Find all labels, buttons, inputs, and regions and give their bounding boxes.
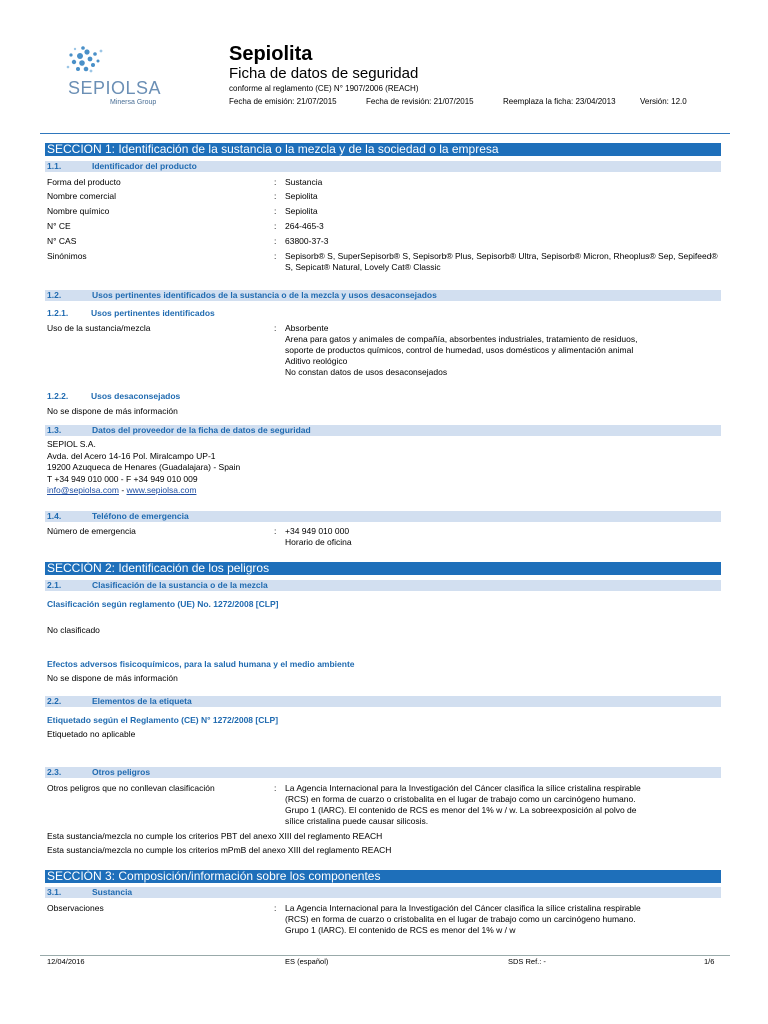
subsection-number: 2.2. [47,696,62,706]
footer-page: 1/6 [704,957,715,966]
subsection-title: Identificador del producto [92,161,197,171]
website-link[interactable]: www.sepiolsa.com [126,485,197,495]
observations-values [285,903,725,936]
subsection-title: Elementos de la etiqueta [92,696,192,706]
use-values [285,323,725,378]
subsection-2-2 [45,696,721,707]
label-text: Etiquetado no aplicable [47,729,136,739]
subsection-title: Usos pertinentes identificados [91,308,215,318]
subsection-3-1 [45,887,721,898]
adverse-text: No se dispone de más información [47,673,178,683]
supplier-line: 19200 Azuqueca de Henares (Guadalajara) - Spain [47,462,241,472]
supplier-line: T +34 949 010 000 - F +34 949 010 009 [47,473,198,484]
supplier-line: SEPIOL S.A. [47,439,96,449]
row-label: Nombre comercial [47,191,116,201]
label-title: Etiquetado según el Reglamento (CE) N° 1272/2008 [CLP] [47,715,279,725]
subsection-1-2-1 [47,308,347,320]
subsection-title: Sustancia [92,887,133,897]
section-2-title: SECCIÓN 2: Identificación de los peligros [45,562,721,575]
row-value: 63800-37-3 [285,236,329,246]
document-title: Sepiolita [229,43,313,65]
section-1-title: SECCION 1: Identificación de la sustancia o la mezcla y de la sociedad o la empresa [45,143,721,156]
emergency-label: Número de emergencia [47,526,136,536]
subsection-number: 2.1. [47,580,62,590]
subsection-1-2 [45,290,721,301]
logo-subtitle: Minersa Group [110,99,157,106]
emergency-hours: Horario de oficina [285,537,352,547]
subsection-title: Usos desaconsejados [91,391,181,401]
subsection-number: 1.1. [47,161,62,171]
emergency-values [285,526,725,548]
row-value: Sustancia [285,177,323,187]
supplier-links [47,485,240,497]
observation-line: Grupo 1 (IARC). El contenido de RCS es menor del 1% w / w [285,925,516,935]
subsection-title: Otros peligros [92,767,151,777]
emergency-phone: +34 949 010 000 [285,526,350,536]
subsection-1-1 [45,161,721,172]
row-label: Sinónimos [47,251,87,261]
subsection-title: Usos pertinentes identificados de la sustancia o de la mezcla y usos desaconsejados [92,290,437,300]
subsection-2-3 [45,767,721,778]
pbt-text: Esta sustancia/mezcla no cumple los criterios PBT del anexo XIII del reglamento REACH [47,831,383,841]
subsection-number: 1.4. [47,511,62,521]
hazard-line: (RCS) en forma de cuarzo o cristobalita en el lugar de trabajo como un carcinógeno humano. [285,794,636,804]
subsection-1-4 [45,511,721,522]
use-label: Uso de la sustancia/mezcla [47,323,151,333]
row-label: Nombre químico [47,206,110,216]
footer-divider [40,955,730,956]
row-value: 264-465-3 [285,221,324,231]
subsection-number: 1.3. [47,425,62,435]
document-subtitle: Ficha de datos de seguridad [229,65,419,82]
subsection-title: Datos del proveedor de la ficha de datos de seguridad [92,425,311,435]
clp-text: No clasificado [47,625,100,635]
no-info-text: No se dispone de más información [47,406,178,416]
issue-date: Fecha de emisión: 21/07/2015 [229,97,337,106]
other-hazards-values [285,783,725,827]
use-line: soporte de productos químicos, control de humedad, usos domésticos y alimentación animal [285,345,634,355]
subsection-number: 1.2.1. [47,308,69,318]
observation-line: La Agencia Internacional para la Investigación del Cáncer clasifica la sílice cristalina respirable [285,903,641,913]
supplier-block [47,439,240,497]
row-label: N° CE [47,221,71,231]
version: Versión: 12.0 [640,97,687,106]
subsection-title: Teléfono de emergencia [92,511,189,521]
subsection-number: 3.1. [47,887,62,897]
other-hazards-label: Otros peligros que no conllevan clasificación [47,783,215,793]
subsection-2-1 [45,580,721,591]
subsection-1-2-2 [47,391,347,403]
footer-date: 12/04/2016 [47,957,85,966]
use-line: Aditivo reológico [285,356,348,366]
supplier-line: Avda. del Acero 14-16 Pol. Miralcampo UP-1 [47,450,216,461]
row-value: Sepisorb® S, SuperSepisorb® S, Sepisorb® Plus, Sepisorb® Ultra, Sepisorb® Micron, Rheoplus® Sep, Sepifeed® S, Sepicat® Natural, Lovely Cat® Classic [285,251,718,272]
subsection-1-3 [45,425,721,436]
observations-label: Observaciones [47,903,104,913]
header-divider [40,133,730,134]
hazard-line: La Agencia Internacional para la Investigación del Cáncer clasifica la sílice cristalina respirable [285,783,641,793]
hazard-line: Grupo 1 (IARC). El contenido de RCS es menor del 1% w / w. La sobreexposición al polvo de [285,805,637,815]
email-link[interactable]: info@sepiolsa.com [47,485,119,495]
link-separator: - [118,485,127,495]
row-value: Sepiolita [285,206,318,216]
revision-date: Fecha de revisión: 21/07/2015 [366,97,474,106]
subsection-number: 2.3. [47,767,62,777]
adverse-title: Efectos adversos fisicoquímicos, para la salud humana y el medio ambiente [47,659,355,669]
use-line: Arena para gatos y animales de compañía, absorbentes industriales, tratamiento de residuos, [285,334,638,344]
footer-sds-ref: SDS Ref.: - [508,957,546,966]
clp-title: Clasificación según reglamento (UE) No. 1272/2008 [CLP] [47,599,279,609]
replaces-date: Reemplaza la ficha: 23/04/2013 [503,97,616,106]
observation-line: (RCS) en forma de cuarzo o cristobalita en el lugar de trabajo como un carcinógeno humano. [285,914,636,924]
section-3-title: SECCIÓN 3: Composición/información sobre los componentes [45,870,721,883]
subsection-title: Clasificación de la sustancia o de la mezcla [92,580,268,590]
subsection-number: 1.2.2. [47,391,69,401]
subsection-number: 1.2. [47,290,62,300]
row-label: N° CAS [47,236,77,246]
hazard-line: sílice cristalina puede causar silicosis. [285,816,429,826]
vpvb-text: Esta sustancia/mezcla no cumple los criterios mPmB del anexo XIII del reglamento REACH [47,845,392,855]
use-line: No constan datos de usos desaconsejados [285,367,448,377]
logo-name: SEPIOLSA [68,78,162,98]
row-label: Forma del producto [47,177,121,187]
row-value: Sepiolita [285,191,318,201]
use-line: Absorbente [285,323,329,333]
regulation-line: conforme al reglamento (CE) N° 1907/2006 (REACH) [229,84,419,93]
footer-language: ES (español) [285,957,329,966]
